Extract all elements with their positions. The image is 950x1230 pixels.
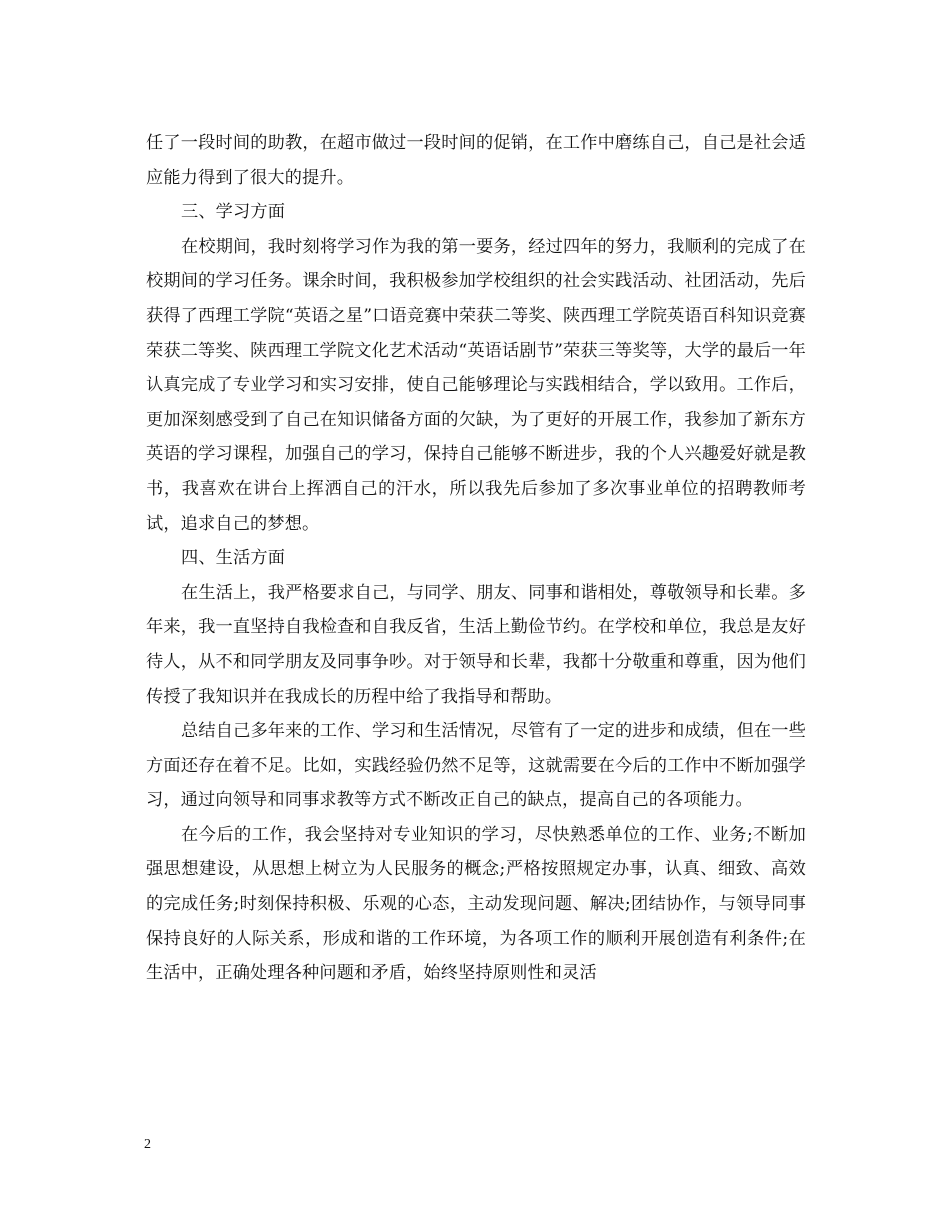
section-heading-study: 三、学习方面: [181, 202, 286, 223]
paragraph-continuation: 任了一段时间的助教，在超市做过一段时间的促销，在工作中磨练自己，自己是社会适应能力得到了很大的提升。: [146, 133, 806, 188]
paragraph-study: 在校期间，我时刻将学习作为我的第一要务，经过四年的努力，我顺利的完成了在校期间的学习任务。课余时间，我积极参加学校组织的社会实践活动、社团活动，先后获得了西理工学院“英语之星”口语竞赛中荣获二等奖、陕西理工学院英语百科知识竞赛荣获二等奖、陕西理工学院文化艺术活动“英语话剧节”荣获三等奖等，大学的最后一年认真完成了专业学习和实习安排，使自己能够理论与实践相结合，学以致用。工作后，更加深刻感受到了自己在知识储备方面的欠缺，为了更好的开展工作，我参加了新东方英语的学习课程，加强自己的学习，保持自己能够不断进步，我的个人兴趣爱好就是教书，我喜欢在讲台上挥洒自己的汗水，所以我先后参加了多次事业单位的招聘教师考试，追求自己的梦想。: [146, 236, 806, 534]
section-heading-life: 四、生活方面: [181, 548, 286, 569]
paragraph-future-work: 在今后的工作，我会坚持对专业知识的学习，尽快熟悉单位的工作、业务;不断加强思想建设，从思想上树立为人民服务的概念;严格按照规定办事，认真、细致、高效的完成任务;时刻保持积极、乐观的心态，主动发现问题、解决;团结协作，与领导同事保持良好的人际关系，形成和谐的工作环境，为各项工作的顺利开展创造有利条件;在生活中，正确处理各种问题和矛盾，始终坚持原则性和灵活: [146, 824, 806, 984]
paragraph-summary: 总结自己多年来的工作、学习和生活情况，尽管有了一定的进步和成绩，但在一些方面还存在着不足。比如，实践经验仍然不足等，这就需要在今后的工作中不断加强学习，通过向领导和同事求教等方式不断改正自己的缺点，提高自己的各项能力。: [146, 721, 806, 811]
page-number: 2: [144, 1137, 151, 1152]
document-body: [146, 126, 806, 991]
paragraph-life: 在生活上，我严格要求自己，与同学、朋友、同事和谐相处，尊敬领导和长辈。多年来，我一直坚持自我检查和自我反省，生活上勤俭节约。在学校和单位，我总是友好待人，从不和同学朋友及同事争吵。对于领导和长辈，我都十分敬重和尊重，因为他们传授了我知识并在我成长的历程中给了我指导和帮助。: [146, 582, 806, 707]
